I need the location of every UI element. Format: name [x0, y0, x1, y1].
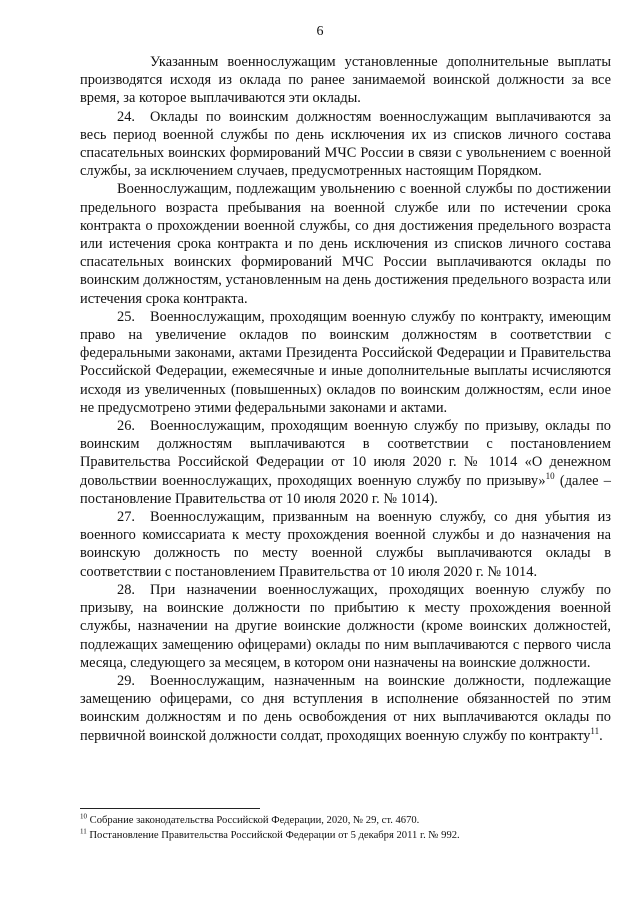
paragraph-text: Указанным военнослужащим установленные дополнительные выплаты производятся исходя из оклада по ранее занимаемой воинской должности за все время, за которое выплачиваются эти оклады. [80, 54, 611, 107]
paragraph-text: Военнослужащим, призванным на военную службу, со дня убытия из военного комиссариата к месту прохождения военной службы и до назначения на воинскую должность по месту военной службы выплачиваются оклады в соответствии с постановлением Правительства от 10 июля 2020 г. № 1014. [80, 509, 611, 580]
paragraph [80, 581, 611, 672]
footnote-mark: 10 [80, 812, 87, 821]
paragraph [80, 417, 611, 508]
paragraph-number: 29. [117, 672, 135, 689]
paragraph-text-tail: (далее – постановление Правительства от 10 июля 2020 г. № 1014). [80, 472, 611, 507]
footnote-reference[interactable]: 11 [590, 725, 600, 736]
paragraph-text: Военнослужащим, проходящим военную службу по контракту, имеющим право на увеличение окладов по воинским должностям в соответствии с федеральными законами, актами Президента Российской Федерации и Правительства Российской Федерации, ежемесячные и иные дополнительные выплаты исчисляются исходя из увеличенных (повышенных) окладов по воинским должностям, если иное не предусмотрено этими федеральными законами и актами. [80, 308, 611, 416]
paragraph-text: Военнослужащим, назначенным на воинские должности, подлежащие замещению офицерами, со дня вступления в исполнение обязанностей по этим воинским должностям и по день освобождения от них выплачиваются оклады по первичной воинской должности солдат, проходящих военную службу по контракту [80, 672, 611, 744]
paragraph-number: 25. [117, 308, 135, 325]
paragraph [80, 180, 611, 307]
paragraph-number: 27. [117, 509, 135, 526]
footnote [80, 828, 611, 843]
footnote-text: Собрание законодательства Российской Федерации, 2020, № 29, ст. 4670. [87, 815, 420, 826]
paragraph-text: При назначении военнослужащих, проходящих военную службу по призыву, на воинские должности по прибытию к месту прохождения военной службы, назначении на другие воинские должности (кроме воинских должностей, подлежащих замещению офицерами) оклады по ним выплачиваются с первого числа месяца, следующего за месяцем, в котором они назначены на воинские должности. [80, 581, 611, 671]
footnote-text: Постановление Правительства Российской Федерации от 5 декабря 2011 г. № 992. [86, 830, 460, 841]
document-body [80, 53, 611, 745]
paragraph [80, 672, 611, 745]
paragraph-number: 24. [117, 108, 135, 125]
footnote-mark: 11 [80, 827, 87, 836]
footnote-divider [80, 808, 260, 809]
paragraph [80, 108, 611, 181]
paragraph-number: 28. [117, 581, 135, 598]
footnote-reference[interactable]: 10 [545, 470, 555, 481]
footnotes [80, 813, 611, 843]
paragraph [80, 308, 611, 417]
footnote [80, 813, 611, 828]
paragraph [80, 508, 611, 581]
paragraph [80, 53, 611, 108]
paragraph-text: Оклады по воинским должностям военнослужащим выплачиваются за весь период военной службы по день исключения их из списков личного состава спасательных воинских формирований МЧС России в связи с увольнением с военной службы, за исключением случаев, предусмотренных настоящим Порядком. [80, 108, 611, 180]
paragraph-text: Военнослужащим, проходящим военную службу по призыву, оклады по воинским должностям выплачиваются в соответствии с постановлением Правительства Российской Федерации от 10 июля 2020 г. № 1014 «О денежном довольствии военнослужащих, проходящих военную службу по призыву» [80, 418, 611, 489]
paragraph-text-tail: . [599, 727, 603, 744]
paragraph-text: Военнослужащим, подлежащим увольнению с военной службы по достижении предельного возраста пребывания на военной службе или по истечении срока контракта о прохождении военной службы, со дня достижения предельного возраста или истечения срока контракта и по день исключения из списков личного состава спасательных воинских формирований МЧС России выплачиваются оклады по воинским должностям, установленным на день достижения предельного возраста или истечения срока контракта. [80, 181, 611, 307]
page-number: 6 [316, 24, 324, 39]
paragraph-number: 26. [117, 418, 135, 435]
